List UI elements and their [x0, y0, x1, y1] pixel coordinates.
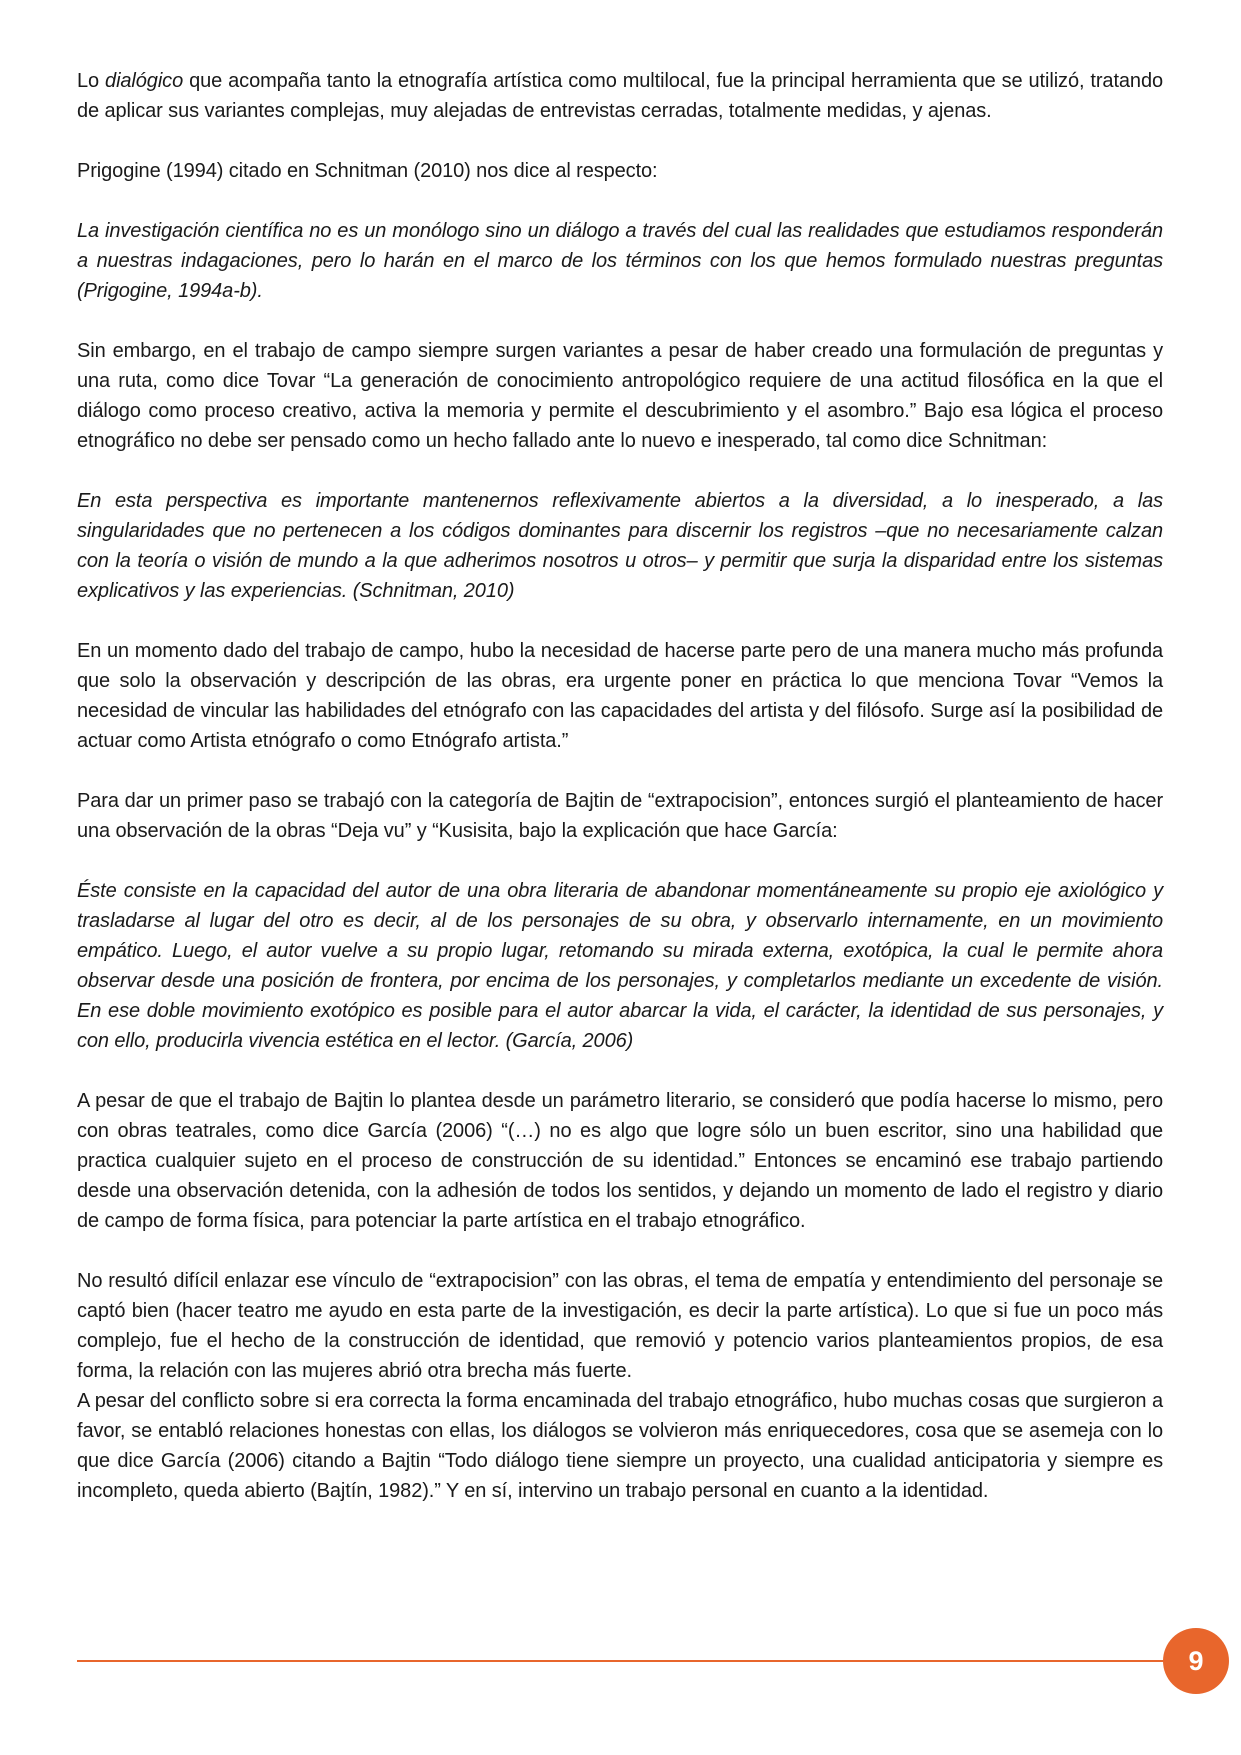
- page-body: [77, 66, 1163, 1506]
- paragraph-prigogine-intro: Prigogine (1994) citado en Schnitman (2010) nos dice al respecto:: [77, 160, 658, 182]
- italic-term: dialógico: [105, 70, 184, 92]
- quote-schnitman: En esta perspectiva es importante mantenernos reflexivamente abiertos a la diversidad, a lo inesperado, a las singularidades que no pertenecen a los códigos dominantes para discernir los registros –que no necesariamente calzan con la teoría o visión de mundo a la que adherimos nosotros u otros– y permitir que surja la disparidad entre los sistemas explicativos y las experiencias. (Schnitman, 2010): [77, 490, 1163, 602]
- footer-divider: [77, 1660, 1167, 1662]
- paragraph-tovar: Sin embargo, en el trabajo de campo siempre surgen variantes a pesar de haber creado una formulación de preguntas y una ruta, como dice Tovar “La generación de conocimiento antropológico requiere de una actitud filosófica en la que el diálogo como proceso creativo, activa la memoria y permite el descubrimiento y el asombro.” Bajo esa lógica el proceso etnográfico no debe ser pensado como un hecho fallado ante lo nuevo e inesperado, tal como dice Schnitman:: [77, 340, 1163, 452]
- page-number: 9: [1188, 1645, 1204, 1676]
- paragraph-rest: que acompaña tanto la etnografía artística como multilocal, fue la principal herramienta que se utilizó, tratando de aplicar sus variantes complejas, muy alejadas de entrevistas cerradas, totalmente medidas, y ajenas.: [77, 70, 1163, 122]
- page-number-badge: [1163, 1628, 1229, 1694]
- paragraph-extrapocision: No resultó difícil enlazar ese vínculo de “extrapocision” con las obras, el tema de empatía y entendimiento del personaje se captó bien (hacer teatro me ayudo en esta parte de la investigación, es decir la parte artística). Lo que si fue un poco más complejo, fue el hecho de la construcción de identidad, que removió y potencio varios planteamientos propios, de esa forma, la relación con las mujeres abrió otra brecha más fuerte.: [77, 1270, 1163, 1382]
- quote-garcia: Éste consiste en la capacidad del autor de una obra literaria de abandonar momentáneamente su propio eje axiológico y trasladarse al lugar del otro es decir, al de los personajes de su obra, y observarlo internamente, en un movimiento empático. Luego, el autor vuelve a su propio lugar, retomando su mirada externa, exotópica, la cual le permite ahora observar desde una posición de frontera, por encima de los personajes, y completarlos mediante un excedente de visión. En ese doble movimiento exotópico es posible para el autor abarcar la vida, el carácter, la identidad de sus personajes, y con ello, producirla vivencia estética en el lector. (García, 2006): [77, 880, 1163, 1052]
- quote-prigogine: La investigación científica no es un monólogo sino un diálogo a través del cual las realidades que estudiamos responderán a nuestras indagaciones, pero lo harán en el marco de los términos con los que hemos formulado nuestras preguntas (Prigogine, 1994a-b).: [77, 220, 1163, 302]
- paragraph-bajtin: Para dar un primer paso se trabajó con la categoría de Bajtin de “extrapocision”, entonces surgió el planteamiento de hacer una observación de la obras “Deja vu” y “Kusisita, bajo la explicación que hace García:: [77, 790, 1163, 842]
- paragraph-fieldwork: En un momento dado del trabajo de campo, hubo la necesidad de hacerse parte pero de una manera mucho más profunda que solo la observación y descripción de las obras, era urgente poner en práctica lo que menciona Tovar “Vemos la necesidad de vincular las habilidades del etnógrafo con las capacidades del artista y del filósofo. Surge así la posibilidad de actuar como Artista etnógrafo o como Etnógrafo artista.”: [77, 640, 1163, 752]
- paragraph-conclusion: A pesar del conflicto sobre si era correcta la forma encaminada del trabajo etnográfico, hubo muchas cosas que surgieron a favor, se entabló relaciones honestas con ellas, los diálogos se volvieron más enriquecedores, cosa que se asemeja con lo que dice García (2006) citando a Bajtin “Todo diálogo tiene siempre un proyecto, una cualidad anticipatoria y siempre es incompleto, queda abierto (Bajtín, 1982).” Y en sí, intervino un trabajo personal en cuanto a la identidad.: [77, 1390, 1163, 1502]
- paragraph-dialogico: [77, 66, 1163, 126]
- paragraph-theatre: A pesar de que el trabajo de Bajtin lo plantea desde un parámetro literario, se consideró que podía hacerse lo mismo, pero con obras teatrales, como dice García (2006) “(…) no es algo que logre sólo un buen escritor, sino una habilidad que practica cualquier sujeto en el proceso de construcción de su identidad.” Entonces se encaminó ese trabajo partiendo desde una observación detenida, con la adhesión de todos los sentidos, y dejando un momento de lado el registro y diario de campo de forma física, para potenciar la parte artística en el trabajo etnográfico.: [77, 1090, 1163, 1232]
- paragraph-lead: Lo: [77, 70, 106, 92]
